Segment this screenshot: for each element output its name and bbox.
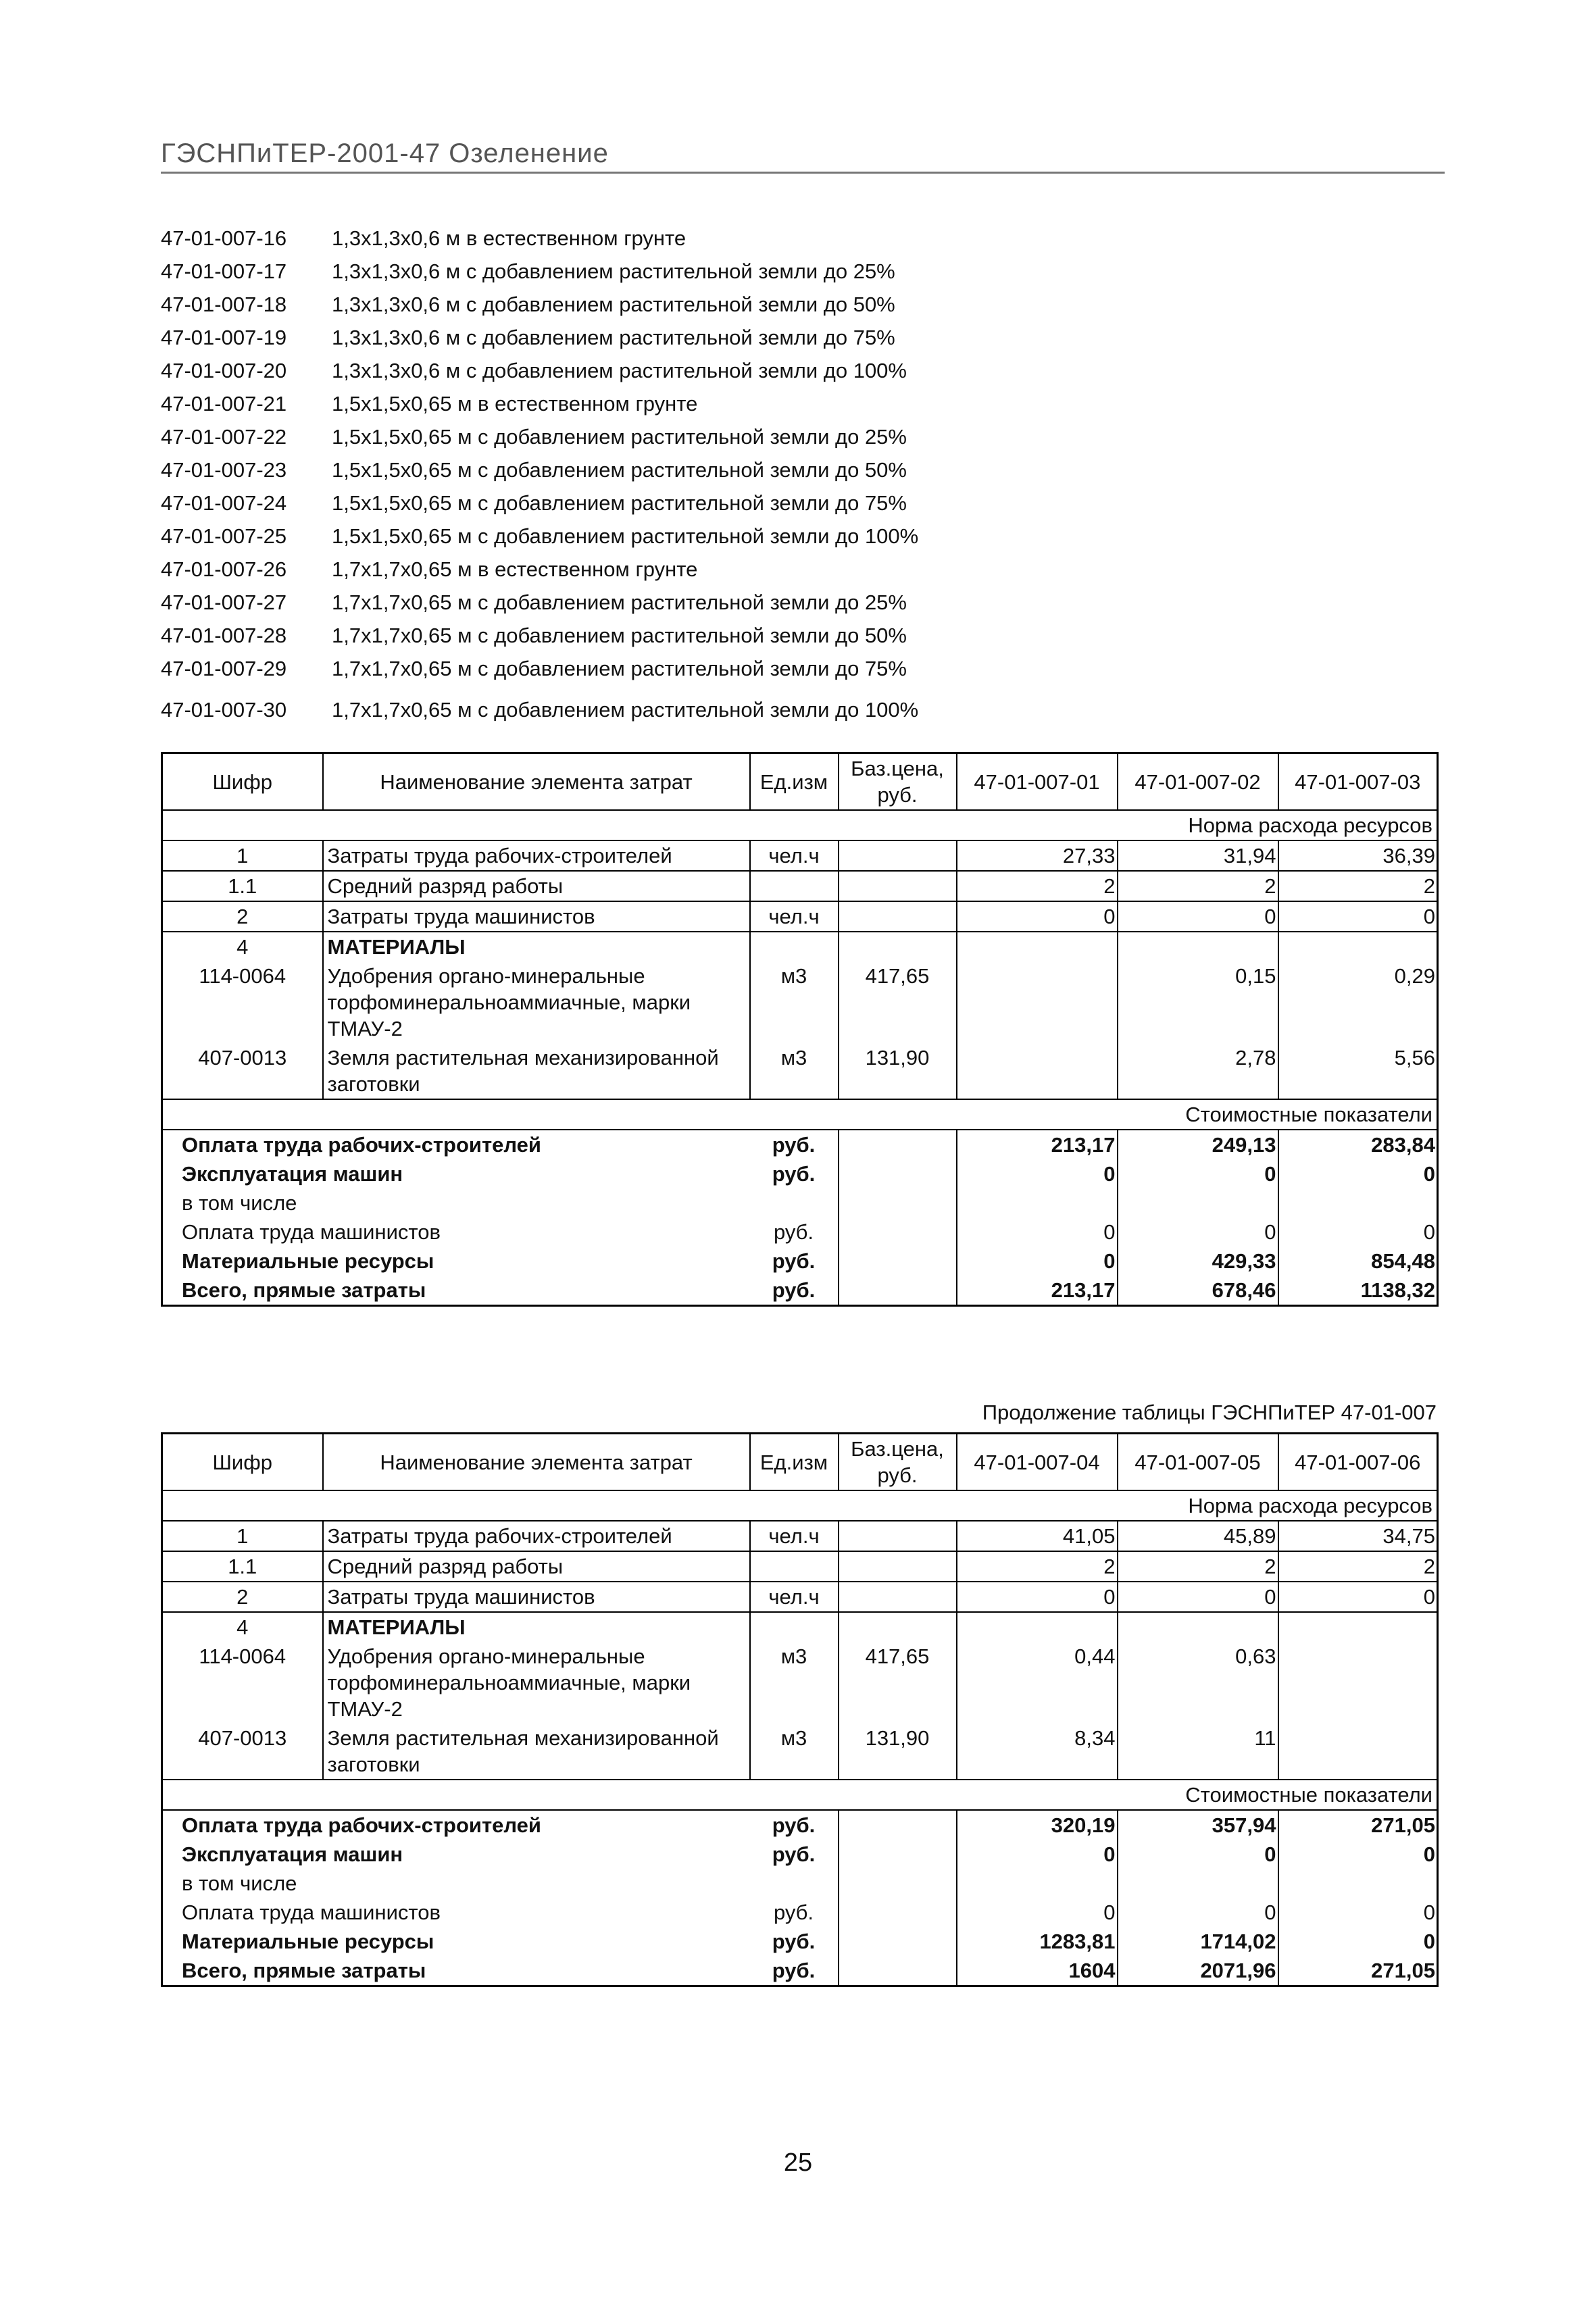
code-list-item xyxy=(161,652,1107,685)
cell-price: 131,90 xyxy=(839,1043,957,1099)
item-code: 47-01-007-17 xyxy=(161,259,287,283)
cell-name: Земля растительная механизированной заготовки xyxy=(323,1724,750,1780)
code-list-item xyxy=(161,486,1107,520)
code-list-item xyxy=(161,520,1107,553)
cell-value: 0 xyxy=(957,1159,1118,1188)
band-row xyxy=(162,1780,1438,1810)
cell-value xyxy=(1278,932,1438,961)
cell-value: 27,33 xyxy=(957,840,1118,871)
cell-value: 678,46 xyxy=(1118,1276,1278,1306)
table-row xyxy=(162,1869,1438,1898)
cell-name: Удобрения органо-минеральные торфоминеральноаммиачные, марки ТМАУ-2 xyxy=(323,1642,750,1724)
cell-name: Оплата труда рабочих-строителей xyxy=(182,1813,541,1837)
cell-name: Удобрения органо-минеральные торфоминеральноаммиачные, марки ТМАУ-2 xyxy=(323,961,750,1043)
cell-value: 0 xyxy=(1278,901,1438,932)
col-header-code: 47-01-007-02 xyxy=(1118,753,1278,811)
cell-name: в том числе xyxy=(182,1871,297,1895)
cell-unit: руб. xyxy=(750,1159,839,1188)
cell-code: 1.1 xyxy=(162,1551,323,1582)
cell-value: 357,94 xyxy=(1118,1810,1278,1840)
cell-unit: м3 xyxy=(750,1642,839,1724)
table-row xyxy=(162,840,1438,871)
cell-value: 2 xyxy=(1118,871,1278,901)
code-list-item xyxy=(161,222,1107,255)
table-row xyxy=(162,1551,1438,1582)
cell-code: 4 xyxy=(162,1612,323,1642)
cell-unit xyxy=(750,932,839,961)
item-code: 47-01-007-16 xyxy=(161,226,287,250)
cell-value xyxy=(1118,932,1278,961)
table-row xyxy=(162,932,1438,961)
item-description: 1,7x1,7x0,65 м с добавлением растительной земли до 100% xyxy=(332,697,919,722)
norm-band-label: Норма расхода ресурсов xyxy=(162,1490,1438,1521)
cell-unit: руб. xyxy=(750,1956,839,1986)
cell-blank xyxy=(839,1840,957,1869)
cell-value: 2,78 xyxy=(1118,1043,1278,1099)
cell-code: 114-0064 xyxy=(162,1642,323,1724)
item-description: 1,7x1,7x0,65 м с добавлением растительной земли до 25% xyxy=(332,590,907,614)
cell-value xyxy=(957,961,1118,1043)
cell-blank xyxy=(839,1898,957,1927)
cell-value: 0 xyxy=(1118,1840,1278,1869)
cell-unit: руб. xyxy=(750,1130,839,1159)
item-code: 47-01-007-24 xyxy=(161,491,287,515)
cell-blank xyxy=(839,1810,957,1840)
cell-value: 0 xyxy=(1278,1927,1438,1956)
cell-value: 1138,32 xyxy=(1278,1276,1438,1306)
cell-name: Земля растительная механизированной заготовки xyxy=(323,1043,750,1099)
page-number: 25 xyxy=(783,2148,813,2177)
norm-band-label: Норма расхода ресурсов xyxy=(162,810,1438,840)
cell-price: 131,90 xyxy=(839,1724,957,1780)
cell-code: 2 xyxy=(162,901,323,932)
cell-value: 11 xyxy=(1118,1724,1278,1780)
item-code: 47-01-007-21 xyxy=(161,391,287,416)
cell-blank xyxy=(839,1276,957,1306)
item-description: 1,5x1,5x0,65 м с добавлением растительной земли до 75% xyxy=(332,491,907,515)
item-code: 47-01-007-20 xyxy=(161,358,287,382)
cell-unit xyxy=(750,1188,839,1217)
table-row xyxy=(162,1582,1438,1612)
col-header-price xyxy=(839,753,957,811)
cell-unit: м3 xyxy=(750,1043,839,1099)
cell-value: 249,13 xyxy=(1118,1130,1278,1159)
table-caption: Продолжение таблицы ГЭСНПиТЕР 47-01-007 xyxy=(982,1401,1437,1424)
cell-name: Оплата труда машинистов xyxy=(182,1220,441,1244)
cell-value: 2 xyxy=(957,871,1118,901)
header-title: ГЭСНПиТЕР-2001-47 Озеленение xyxy=(161,139,609,168)
item-description: 1,5x1,5x0,65 м в естественном грунте xyxy=(332,391,698,416)
cell-code: 1 xyxy=(162,1521,323,1551)
col-header-price xyxy=(839,1434,957,1491)
cell-value: 2 xyxy=(1278,871,1438,901)
table-row xyxy=(162,1956,1438,1986)
cell-value: 320,19 xyxy=(957,1810,1118,1840)
cell-value xyxy=(1118,1869,1278,1898)
item-description: 1,7x1,7x0,65 м с добавлением растительной земли до 50% xyxy=(332,623,907,647)
item-code: 47-01-007-29 xyxy=(161,656,287,680)
cell-value: 0 xyxy=(957,901,1118,932)
cell-name: Эксплуатация машин xyxy=(182,1162,403,1186)
item-code: 47-01-007-18 xyxy=(161,292,287,316)
resource-table-2 xyxy=(161,1432,1439,1987)
price-header-line1: Баз.цена, xyxy=(851,757,944,780)
item-description: 1,5x1,5x0,65 м с добавлением растительной земли до 25% xyxy=(332,424,907,449)
cell-value: 0 xyxy=(1118,1217,1278,1247)
cell-code: 4 xyxy=(162,932,323,961)
cell-code: 2 xyxy=(162,1582,323,1612)
cell-value xyxy=(1278,1642,1438,1724)
cell-unit xyxy=(750,1869,839,1898)
item-description: 1,3x1,3x0,6 м в естественном грунте xyxy=(332,226,687,250)
table-row xyxy=(162,1810,1438,1840)
cell-value: 2 xyxy=(1118,1551,1278,1582)
item-code: 47-01-007-25 xyxy=(161,524,287,548)
cell-value: 213,17 xyxy=(957,1130,1118,1159)
cell-name: Оплата труда машинистов xyxy=(182,1901,441,1924)
cell-value: 0 xyxy=(1118,1582,1278,1612)
cell-value: 0 xyxy=(1278,1582,1438,1612)
cell-blank xyxy=(839,1159,957,1188)
cell-price xyxy=(839,901,957,932)
cell-value: 34,75 xyxy=(1278,1521,1438,1551)
resource-table-1 xyxy=(161,752,1439,1307)
cell-unit: руб. xyxy=(750,1810,839,1840)
cell-value: 31,94 xyxy=(1118,840,1278,871)
price-header-line2: руб. xyxy=(877,783,918,807)
cell-unit: руб. xyxy=(750,1927,839,1956)
cell-unit: руб. xyxy=(750,1840,839,1869)
cell-blank xyxy=(839,1217,957,1247)
table-row xyxy=(162,1840,1438,1869)
col-header-code: 47-01-007-01 xyxy=(957,753,1118,811)
cost-band-label: Стоимостные показатели xyxy=(162,1099,1438,1130)
cell-unit: руб. xyxy=(750,1217,839,1247)
item-description: 1,7x1,7x0,65 м в естественном грунте xyxy=(332,557,698,581)
cell-unit xyxy=(750,1551,839,1582)
cell-value: 271,05 xyxy=(1278,1956,1438,1986)
code-list-item xyxy=(161,693,1107,726)
band-row xyxy=(162,810,1438,840)
code-list-item xyxy=(161,387,1107,420)
cell-price xyxy=(839,932,957,961)
table-row xyxy=(162,1642,1438,1724)
cell-value: 1604 xyxy=(957,1956,1118,1986)
code-list-item xyxy=(161,420,1107,453)
cell-unit xyxy=(750,1612,839,1642)
table-row xyxy=(162,1724,1438,1780)
cell-value: 5,56 xyxy=(1278,1043,1438,1099)
cell-value xyxy=(1118,1612,1278,1642)
cell-price xyxy=(839,840,957,871)
table-row xyxy=(162,1276,1438,1306)
cell-name: Затраты труда машинистов xyxy=(323,901,750,932)
table-header-row xyxy=(162,753,1438,811)
page-header xyxy=(161,139,1445,174)
item-code: 47-01-007-22 xyxy=(161,424,287,449)
cell-value: 0 xyxy=(1118,901,1278,932)
table-row xyxy=(162,871,1438,901)
cell-value: 1714,02 xyxy=(1118,1927,1278,1956)
item-description: 1,7x1,7x0,65 м с добавлением растительной земли до 75% xyxy=(332,656,907,680)
cell-unit: м3 xyxy=(750,1724,839,1780)
cell-price: 417,65 xyxy=(839,961,957,1043)
table-row xyxy=(162,1188,1438,1217)
cell-name: Эксплуатация машин xyxy=(182,1842,403,1866)
cell-value: 2071,96 xyxy=(1118,1956,1278,1986)
cell-value: 0,44 xyxy=(957,1642,1118,1724)
table-row xyxy=(162,1043,1438,1099)
cell-value xyxy=(957,1043,1118,1099)
cell-value: 0 xyxy=(957,1840,1118,1869)
cell-code: 1.1 xyxy=(162,871,323,901)
item-description: 1,3x1,3x0,6 м с добавлением растительной земли до 75% xyxy=(332,325,895,349)
cell-unit: руб. xyxy=(750,1898,839,1927)
cell-value: 41,05 xyxy=(957,1521,1118,1551)
code-list-item xyxy=(161,553,1107,586)
cell-name: в том числе xyxy=(182,1191,297,1215)
item-code: 47-01-007-27 xyxy=(161,590,287,614)
table-row xyxy=(162,1159,1438,1188)
col-header-code: 47-01-007-05 xyxy=(1118,1434,1278,1491)
cell-price xyxy=(839,1612,957,1642)
cell-value: 271,05 xyxy=(1278,1810,1438,1840)
cell-value: 1283,81 xyxy=(957,1927,1118,1956)
cost-band-label: Стоимостные показатели xyxy=(162,1780,1438,1810)
cell-code: 407-0013 xyxy=(162,1043,323,1099)
cell-unit: чел.ч xyxy=(750,1582,839,1612)
cell-name: МАТЕРИАЛЫ xyxy=(323,932,750,961)
item-code: 47-01-007-26 xyxy=(161,557,287,581)
code-list-item xyxy=(161,255,1107,288)
cell-value: 2 xyxy=(1278,1551,1438,1582)
cell-code: 114-0064 xyxy=(162,961,323,1043)
cell-name: МАТЕРИАЛЫ xyxy=(323,1612,750,1642)
code-list xyxy=(161,222,1107,726)
cell-price xyxy=(839,871,957,901)
cell-unit: м3 xyxy=(750,961,839,1043)
cell-value xyxy=(957,1869,1118,1898)
col-header-unit: Ед.изм xyxy=(750,1434,839,1491)
cell-value: 0 xyxy=(1278,1159,1438,1188)
cell-name: Всего, прямые затраты xyxy=(182,1278,426,1302)
cell-value xyxy=(957,1612,1118,1642)
col-header-name: Наименование элемента затрат xyxy=(323,753,750,811)
cell-name: Затраты труда рабочих-строителей xyxy=(323,840,750,871)
col-header-unit: Ед.изм xyxy=(750,753,839,811)
table-header-row xyxy=(162,1434,1438,1491)
band-row xyxy=(162,1490,1438,1521)
cell-value: 0 xyxy=(1118,1898,1278,1927)
price-header-line1: Баз.цена, xyxy=(851,1437,944,1461)
cell-price xyxy=(839,1551,957,1582)
cell-value: 283,84 xyxy=(1278,1130,1438,1159)
price-header-line2: руб. xyxy=(877,1463,918,1487)
cell-code: 1 xyxy=(162,840,323,871)
table-row xyxy=(162,1612,1438,1642)
cell-value: 0 xyxy=(957,1582,1118,1612)
item-description: 1,5x1,5x0,65 м с добавлением растительной земли до 50% xyxy=(332,457,907,482)
code-list-item xyxy=(161,288,1107,321)
cell-unit: чел.ч xyxy=(750,1521,839,1551)
col-header-code: 47-01-007-03 xyxy=(1278,753,1438,811)
table-row xyxy=(162,901,1438,932)
cell-value: 0 xyxy=(1278,1898,1438,1927)
item-description: 1,3x1,3x0,6 м с добавлением растительной земли до 50% xyxy=(332,292,895,316)
cell-blank xyxy=(839,1247,957,1276)
cell-value: 213,17 xyxy=(957,1276,1118,1306)
item-code: 47-01-007-19 xyxy=(161,325,287,349)
cell-value xyxy=(1278,1869,1438,1898)
cell-value: 45,89 xyxy=(1118,1521,1278,1551)
code-list-item xyxy=(161,586,1107,619)
cell-name: Средний разряд работы xyxy=(323,871,750,901)
col-header-name: Наименование элемента затрат xyxy=(323,1434,750,1491)
cell-blank xyxy=(839,1130,957,1159)
cell-blank xyxy=(839,1927,957,1956)
code-list-item xyxy=(161,354,1107,387)
item-code: 47-01-007-30 xyxy=(161,697,287,722)
cell-blank xyxy=(839,1188,957,1217)
item-description: 1,3x1,3x0,6 м с добавлением растительной земли до 25% xyxy=(332,259,895,283)
cell-value: 2 xyxy=(957,1551,1118,1582)
cell-price xyxy=(839,1582,957,1612)
item-description: 1,5x1,5x0,65 м с добавлением растительной земли до 100% xyxy=(332,524,919,548)
cell-blank xyxy=(839,1869,957,1898)
cell-name: Материальные ресурсы xyxy=(182,1930,434,1953)
cell-name: Средний разряд работы xyxy=(323,1551,750,1582)
table-row xyxy=(162,1927,1438,1956)
cell-unit: чел.ч xyxy=(750,901,839,932)
cell-price xyxy=(839,1521,957,1551)
cell-unit: руб. xyxy=(750,1276,839,1306)
cell-value: 0 xyxy=(957,1898,1118,1927)
table-row xyxy=(162,1130,1438,1159)
cell-unit xyxy=(750,871,839,901)
cell-value: 0,15 xyxy=(1118,961,1278,1043)
code-list-item xyxy=(161,619,1107,652)
cell-unit: руб. xyxy=(750,1247,839,1276)
cell-value: 8,34 xyxy=(957,1724,1118,1780)
band-row xyxy=(162,1099,1438,1130)
col-header-code: 47-01-007-06 xyxy=(1278,1434,1438,1491)
cell-price: 417,65 xyxy=(839,1642,957,1724)
cell-value: 0 xyxy=(1278,1217,1438,1247)
cell-value: 0 xyxy=(1118,1159,1278,1188)
cell-value xyxy=(957,932,1118,961)
cell-name: Всего, прямые затраты xyxy=(182,1959,426,1982)
code-list-item xyxy=(161,321,1107,354)
col-header-shifr: Шифр xyxy=(162,753,323,811)
cell-value xyxy=(1118,1188,1278,1217)
cell-name: Материальные ресурсы xyxy=(182,1249,434,1273)
col-header-code: 47-01-007-04 xyxy=(957,1434,1118,1491)
item-description: 1,3x1,3x0,6 м с добавлением растительной земли до 100% xyxy=(332,358,907,382)
cell-unit: чел.ч xyxy=(750,840,839,871)
cell-code: 407-0013 xyxy=(162,1724,323,1780)
cell-value xyxy=(1278,1612,1438,1642)
cell-name: Затраты труда рабочих-строителей xyxy=(323,1521,750,1551)
cell-value xyxy=(1278,1188,1438,1217)
item-code: 47-01-007-23 xyxy=(161,457,287,482)
table-row xyxy=(162,1217,1438,1247)
cell-value: 0 xyxy=(957,1247,1118,1276)
cell-blank xyxy=(839,1956,957,1986)
cell-value: 36,39 xyxy=(1278,840,1438,871)
cell-value: 0,29 xyxy=(1278,961,1438,1043)
code-list-item xyxy=(161,453,1107,486)
item-code: 47-01-007-28 xyxy=(161,623,287,647)
cell-value: 0,63 xyxy=(1118,1642,1278,1724)
cell-name: Оплата труда рабочих-строителей xyxy=(182,1133,541,1157)
cell-value: 854,48 xyxy=(1278,1247,1438,1276)
table-row xyxy=(162,961,1438,1043)
cell-value xyxy=(957,1188,1118,1217)
cell-value xyxy=(1278,1724,1438,1780)
table-row xyxy=(162,1898,1438,1927)
col-header-shifr: Шифр xyxy=(162,1434,323,1491)
cell-value: 0 xyxy=(1278,1840,1438,1869)
cell-name: Затраты труда машинистов xyxy=(323,1582,750,1612)
cell-value: 429,33 xyxy=(1118,1247,1278,1276)
cell-value: 0 xyxy=(957,1217,1118,1247)
table-row xyxy=(162,1521,1438,1551)
table-row xyxy=(162,1247,1438,1276)
